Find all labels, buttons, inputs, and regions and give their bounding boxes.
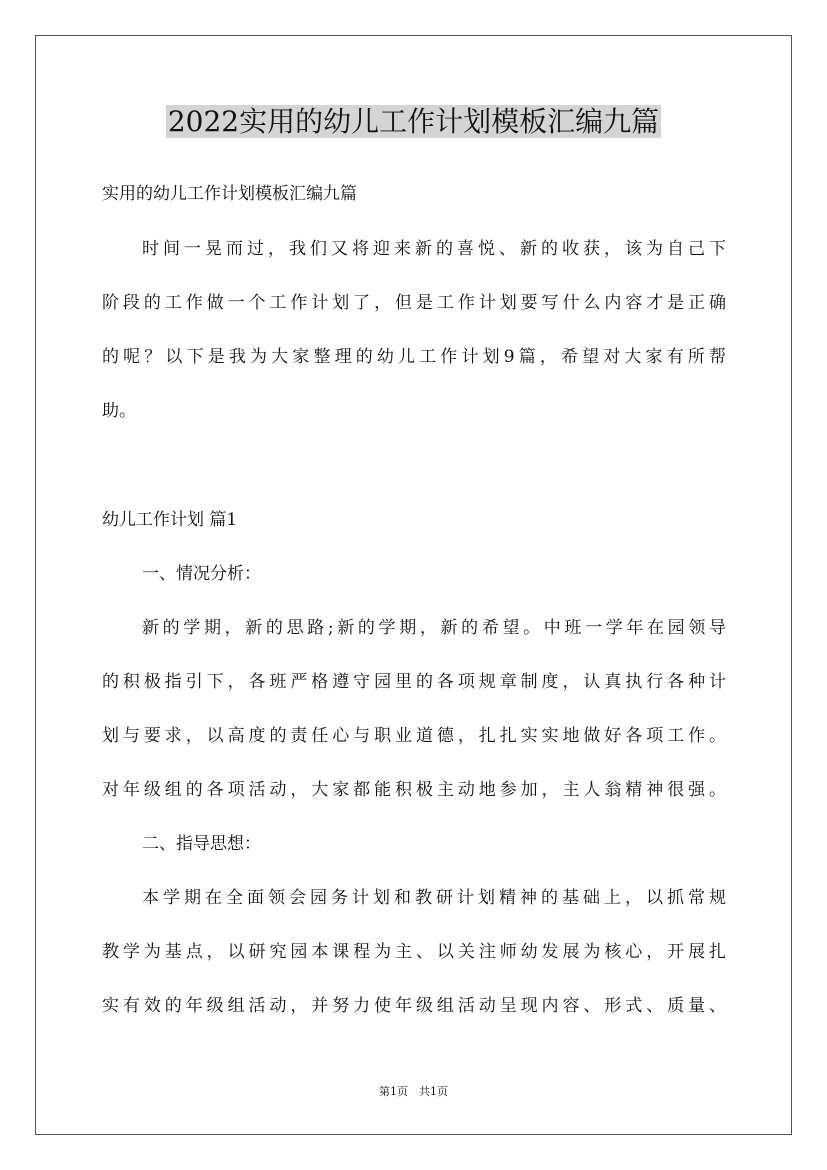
page-footer: 第1页 共1页 [379, 1085, 448, 1098]
para1-line-2: 的积极指引下，各班严格遵守园里的各项规章制度，认真执行各种计 [102, 672, 726, 692]
heading-situation-analysis: 一、情况分析： [142, 564, 261, 584]
heading-guiding-ideology: 二、指导思想： [142, 834, 261, 854]
para1-line-4: 对年级组的各项活动，大家都能积极主动地参加，主人翁精神很强。 [102, 780, 726, 800]
document-title-text: 2022实用的幼儿工作计划模板汇编九篇 [167, 105, 660, 138]
para1-line-1: 新的学期，新的思路;新的学期，新的希望。中班一学年在园领导 [142, 618, 726, 638]
intro-line-3: 的呢？以下是我为大家整理的幼儿工作计划9篇，希望对大家有所帮 [102, 347, 726, 367]
document-title [0, 102, 827, 142]
para2-line-3: 实有效的年级组活动，并努力使年级组活动呈现内容、形式、质量、 [102, 996, 726, 1016]
intro-line-1: 时间一晃而过，我们又将迎来新的喜悦、新的收获，该为自己下 [142, 239, 726, 259]
para2-line-1: 本学期在全面领会园务计划和教研计划精神的基础上，以抓常规 [142, 888, 726, 908]
section-title: 幼儿工作计划 篇1 [102, 510, 238, 530]
document-subtitle: 实用的幼儿工作计划模板汇编九篇 [102, 184, 357, 204]
intro-line-4: 助。 [102, 401, 136, 421]
intro-line-2: 阶段的工作做一个工作计划了，但是工作计划要写什么内容才是正确 [102, 293, 726, 313]
para1-line-3: 划与要求，以高度的责任心与职业道德，扎扎实实地做好各项工作。 [102, 726, 726, 746]
para2-line-2: 教学为基点，以研究园本课程为主、以关注师幼发展为核心，开展扎 [102, 942, 726, 962]
